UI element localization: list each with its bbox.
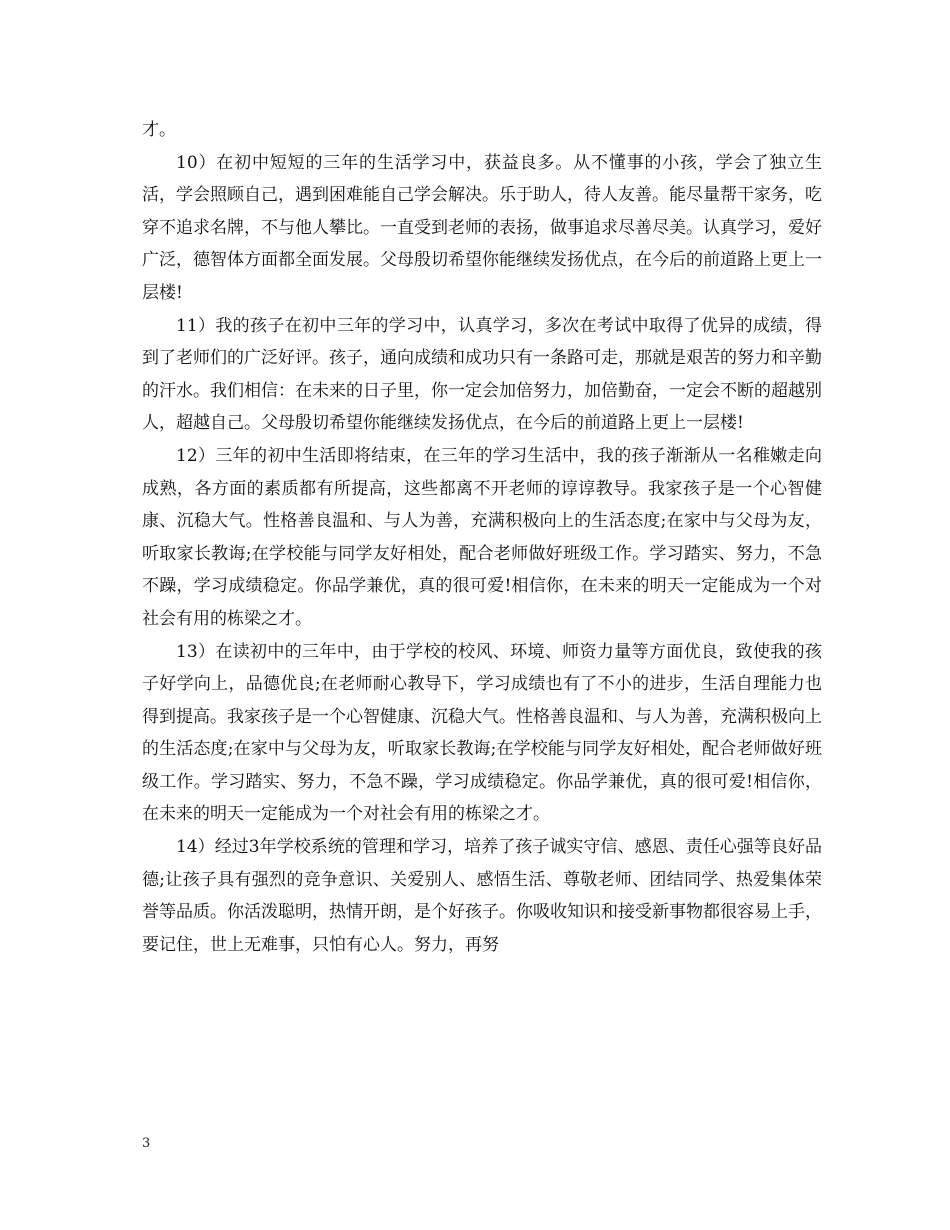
paragraph-11: 11）我的孩子在初中三年的学习中，认真学习，多次在考试中取得了优异的成绩，得到了老师们的广泛好评。孩子，通向成绩和成功只有一条路可走，那就是艰苦的努力和辛勤的汗水。我们相信：在未来的日子里，你一定会加倍努力，加倍勤奋，一定会不断的超越别人，超越自己。父母殷切希望你能继续发扬优点，在今后的前道路上更上一层楼! xyxy=(142,315,822,434)
paragraph-continuation: 才。 xyxy=(142,120,176,140)
paragraph-14: 14）经过3年学校系统的管理和学习，培养了孩子诚实守信、感恩、责任心强等良好品德;让孩子具有强烈的竞争意识、关爱别人、感悟生活、尊敬老师、团结同学、热爱集体荣誉等品质。你活泼聪明，热情开朗，是个好孩子。你吸收知识和接受新事物都很容易上手，要记住，世上无难事，只怕有心人。努力，再努 xyxy=(142,837,822,955)
paragraph-13: 13）在读初中的三年中，由于学校的校风、环境、师资力量等方面优良，致使我的孩子好学向上，品德优良;在老师耐心教导下，学习成绩也有了不小的进步，生活自理能力也得到提高。我家孩子是一个心智健康、沉稳大气。性格善良温和、与人为善，充满积极向上的生活态度;在家中与父母为友，听取家长教诲;在学校能与同学友好相处，配合老师做好班级工作。学习踏实、努力，不急不躁，学习成绩稳定。你品学兼优，真的很可爱!相信你，在未来的明天一定能成为一个对社会有用的栋梁之才。 xyxy=(142,641,822,825)
page-number: 3 xyxy=(142,1136,151,1151)
document-body xyxy=(142,114,822,961)
paragraph-12: 12）三年的初中生活即将结束，在三年的学习生活中，我的孩子渐渐从一名稚嫩走向成熟，各方面的素质都有所提高，这些都离不开老师的谆谆教导。我家孩子是一个心智健康、沉稳大气。性格善良温和、与人为善，充满积极向上的生活态度;在家中与父母为友，听取家长教诲;在学校能与同学友好相处，配合老师做好班级工作。学习踏实、努力，不急不躁，学习成绩稳定。你品学兼优，真的很可爱!相信你，在未来的明天一定能成为一个对社会有用的栋梁之才。 xyxy=(142,445,822,629)
paragraph-10: 10）在初中短短的三年的生活学习中，获益良多。从不懂事的小孩，学会了独立生活，学会照顾自己，遇到困难能自己学会解决。乐于助人，待人友善。能尽量帮干家务，吃穿不追求名牌，不与他人攀比。一直受到老师的表扬，做事追求尽善尽美。认真学习，爱好广泛，德智体方面都全面发展。父母殷切希望你能继续发扬优点，在今后的前道路上更上一层楼! xyxy=(142,152,822,303)
